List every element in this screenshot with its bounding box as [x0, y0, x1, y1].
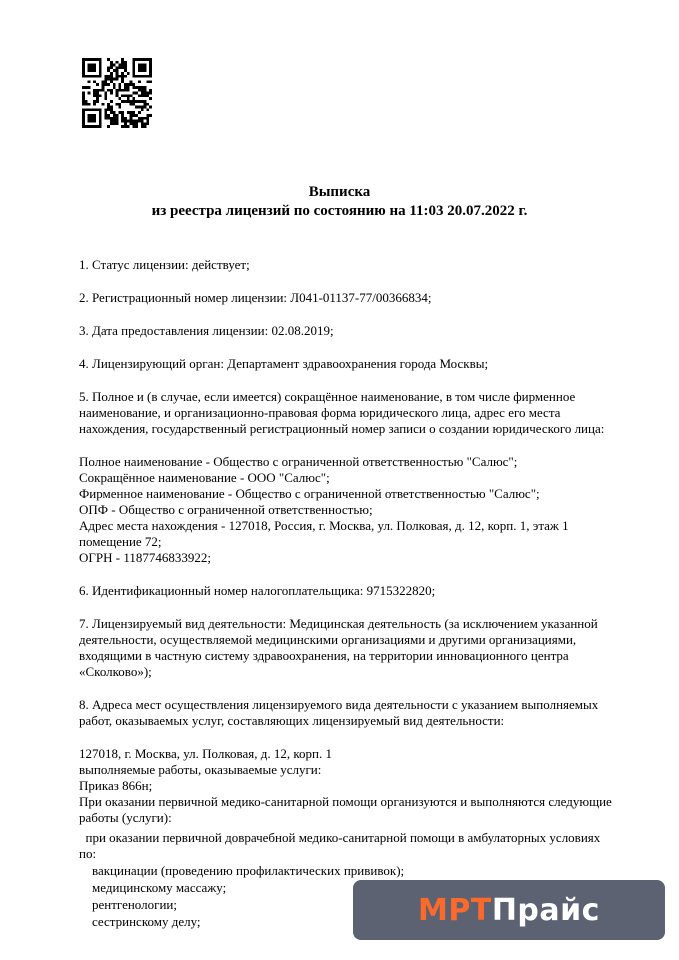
activity-type: 7. Лицензируемый вид деятельности: Медицинская деятельность (за исключением указанной [79, 616, 598, 631]
document-title: Выписка [308, 184, 371, 200]
activity-type: «Сколково»); [79, 664, 152, 679]
address: Адрес места нахождения - 127018, Россия, г. Москва, ул. Полковая, д. 12, корп. 1, этаж 1 [79, 518, 569, 533]
registration-number: 2. Регистрационный номер лицензии: Л041-01137-77/00366834; [79, 290, 432, 305]
services-subheading: при оказании первичной доврачебной медико-санитарной помощи в амбулаторных условиях [79, 830, 601, 845]
service-item: рентгенологии; [79, 897, 177, 912]
mrt-price-watermark [353, 880, 665, 940]
site-address: 127018, г. Москва, ул. Полковая, д. 12, корп. 1 [79, 746, 332, 761]
activity-type: входящими в частную систему здравоохранения, на территории инновационного центра [79, 648, 569, 663]
ogrn: ОГРН - 1187746833922; [79, 550, 211, 565]
services-subheading: по: [79, 846, 97, 861]
watermark-part-2: Прайс [491, 892, 600, 928]
tax-id: 6. Идентификационный номер налогоплательщика: 9715322820; [79, 583, 436, 598]
full-name: Полное наименование - Общество с ограниченной ответственностью "Салюс"; [79, 454, 518, 469]
services-heading: выполняемые работы, оказываемые услуги: [79, 762, 322, 777]
service-item: вакцинации (проведению профилактических прививок); [79, 863, 405, 878]
license-status: 1. Статус лицензии: действует; [79, 257, 250, 272]
section-5-text: наименование, и организационно-правовая форма юридического лица, адрес его места [79, 405, 561, 420]
address: помещение 72; [79, 534, 162, 549]
services-intro: При оказании первичной медико-санитарной помощи организуются и выполняются следующие [79, 794, 612, 809]
service-item: медицинскому массажу; [79, 880, 227, 895]
brand-name: Фирменное наименование - Общество с ограниченной ответственностью "Салюс"; [79, 486, 540, 501]
legal-form: ОПФ - Общество с ограниченной ответственностью; [79, 502, 373, 517]
document-subtitle: из реестра лицензий по состоянию на 11:03 20.07.2022 г. [151, 203, 528, 219]
section-5-text: 5. Полное и (в случае, если имеется) сокращённое наименование, в том числе фирменное [79, 389, 576, 404]
watermark-part-1: МРТ [418, 892, 492, 928]
section-8-text: 8. Адреса мест осуществления лицензируемого вида деятельности с указанием выполняемых [79, 697, 599, 712]
services-intro: работы (услуги): [79, 810, 172, 825]
licensing-authority: 4. Лицензирующий орган: Департамент здравоохранения города Москвы; [79, 356, 489, 371]
qr-code-icon [82, 58, 152, 128]
grant-date: 3. Дата предоставления лицензии: 02.08.2019; [79, 323, 334, 338]
activity-type: деятельности, осуществляемой медицинскими организациями и другими организациями, [79, 632, 577, 647]
section-8-text: работ, оказываемых услуг, составляющих лицензируемый вид деятельности: [79, 713, 505, 728]
order-reference: Приказ 866н; [79, 778, 153, 793]
section-5-text: нахождения, государственный регистрационный номер записи о создании юридического лица: [79, 421, 605, 436]
service-item: сестринскому делу; [79, 914, 201, 929]
short-name: Сокращённое наименование - ООО "Салюс"; [79, 470, 330, 485]
